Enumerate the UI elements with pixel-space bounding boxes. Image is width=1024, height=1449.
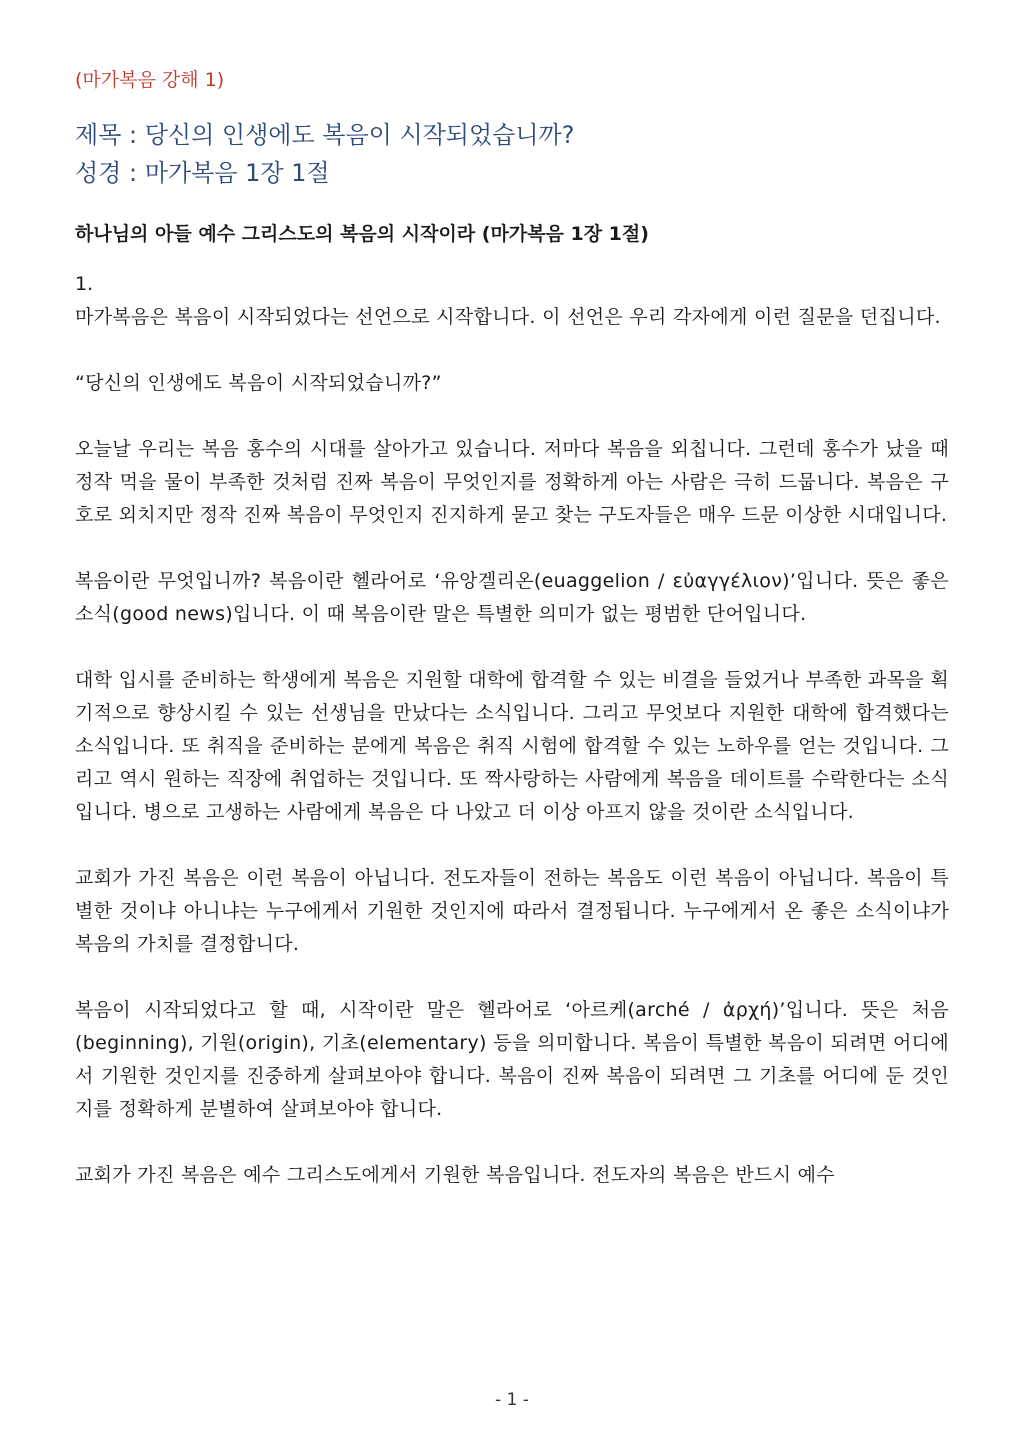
section-number: 1. [75,273,94,295]
scripture-verse: 하나님의 아들 예수 그리스도의 복음의 시작이라 (마가복음 1장 1절) [75,223,649,245]
paragraph: “당신의 인생에도 복음이 시작되었습니까?” [75,372,442,394]
page-number: - 1 - [495,1390,529,1410]
paragraph: 복음이 시작되었다고 할 때, 시작이란 말은 헬라어로 ‘아르케(arché / ἀρχή)’입니다. 뜻은 처음(beginning), 기원(origin), 기초(elementary) 등을 의미합니다. 복음이 특별한 복음이 되려면 어디에서 기원한 것인지를 진중하게 살펴보아야 합니다. 복음이 진짜 복음이 되려면 그 기초를 어디에 둔 것인지를 정확하게 분별하여 살펴보아야 합니다. [75,999,949,1120]
document-page [75,64,949,1225]
scripture-reference: 성경 : 마가복음 1장 1절 [75,159,330,187]
sermon-title: 제목 : 당신의 인생에도 복음이 시작되었습니까? [75,121,575,149]
series-label: (마가복음 강해 1) [75,69,225,91]
paragraph: 오늘날 우리는 복음 홍수의 시대를 살아가고 있습니다. 저마다 복음을 외칩니다. 그런데 홍수가 났을 때 정작 먹을 물이 부족한 것처럼 진짜 복음이 무엇인지를 정확하게 아는 사람은 극히 드뭅니다. 복음은 구호로 외치지만 정작 진짜 복음이 무엇인지 진지하게 묻고 찾는 구도자들은 매우 드문 이상한 시대입니다. [75,438,949,526]
paragraph: 교회가 가진 복음은 이런 복음이 아닙니다. 전도자들이 전하는 복음도 이런 복음이 아닙니다. 복음이 특별한 것이냐 아니냐는 누구에게서 기원한 것인지에 따라서 결정됩니다. 누구에게서 온 좋은 소식이냐가 복음의 가치를 결정합니다. [75,867,949,955]
paragraph: 복음이란 무엇입니까? 복음이란 헬라어로 ‘유앙겔리온(euaggelion / εὐαγγέλιον)’입니다. 뜻은 좋은 소식(good news)입니다. 이 때 복음이란 말은 특별한 의미가 없는 평범한 단어입니다. [75,570,949,625]
paragraph: 마가복음은 복음이 시작되었다는 선언으로 시작합니다. 이 선언은 우리 각자에게 이런 질문을 던집니다. [75,306,941,328]
title-block [75,116,949,192]
paragraph: 교회가 가진 복음은 예수 그리스도에게서 기원한 복음입니다. 전도자의 복음은 반드시 예수 [75,1164,835,1186]
paragraph: 대학 입시를 준비하는 학생에게 복음은 지원할 대학에 합격할 수 있는 비결을 들었거나 부족한 과목을 획기적으로 향상시킬 수 있는 선생님을 만났다는 소식입니다. 그리고 무엇보다 지원한 대학에 합격했다는 소식입니다. 또 취직을 준비하는 분에게 복음은 취직 시험에 합격할 수 있는 노하우를 얻는 것입니다. 그리고 역시 원하는 직장에 취업하는 것입니다. 또 짝사랑하는 사람에게 복음을 데이트를 수락한다는 소식입니다. 병으로 고생하는 사람에게 복음은 다 나았고 더 이상 아프지 않을 것이란 소식입니다. [75,669,949,823]
